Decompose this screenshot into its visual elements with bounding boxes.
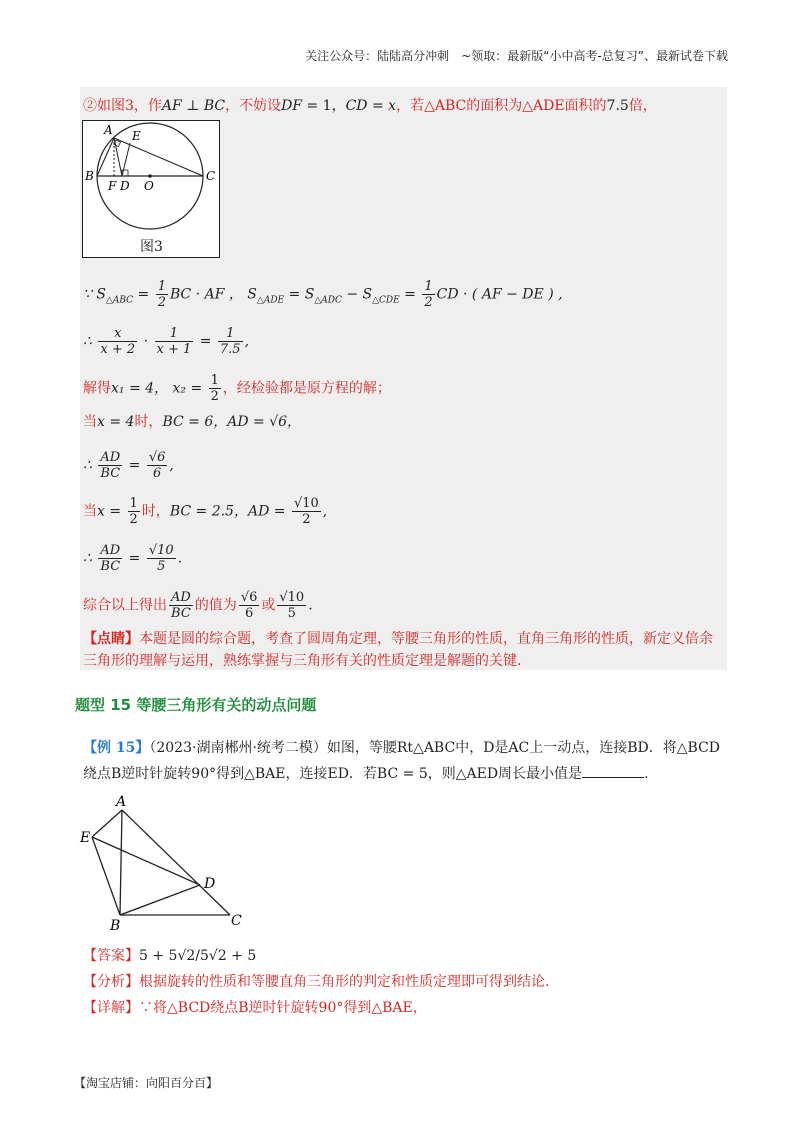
case1-line: 当x = 4时，BC = 6，AD = √6， <box>83 414 302 430</box>
case1-ratio-line: ∴ $\frac{AD}{BC}$ = $\frac{√6}{6}$ , <box>83 450 174 481</box>
comment-line-1: 【点睛】本题是圆的综合题，考查了圆周角定理，等腰三角形的性质，直角三角形的性质，新定义倍余 <box>83 631 713 647</box>
answer-blank <box>582 763 644 778</box>
label-e: E <box>132 129 141 143</box>
section-heading: 题型 15 等腰三角形有关的动点问题 <box>75 696 317 714</box>
example-15-triangle-diagram <box>78 792 258 934</box>
segment-eb <box>92 837 120 915</box>
label-a: A <box>104 123 113 137</box>
page-header: 关注公众号：陆陆高分冲刺 ~领取：最新版“小中高考-总复习”、最新试卷下载 <box>305 49 728 63</box>
label-f: F <box>108 179 117 193</box>
solve-line: 解得x₁ = 4， x₂ = $\frac{1}{2}$ ，经检验都是原方程的解； <box>83 373 391 404</box>
segment-ed <box>92 837 200 885</box>
analysis-line: 【分析】根据旋转的性质和等腰直角三角形的判定和性质定理即可得到结论. <box>83 974 550 990</box>
label-a: A <box>116 794 127 810</box>
label-d: D <box>120 179 130 193</box>
page-footer: 【淘宝店铺：向阳百分百】 <box>74 1076 219 1090</box>
label-c: C <box>206 169 216 183</box>
segment-bd <box>120 885 200 915</box>
comment-line-2: 三角形的理解与运用，熟练掌握与三角形有关的性质定理是解题的关键. <box>83 653 522 669</box>
figure-3-caption: 图3 <box>140 239 163 255</box>
segment-ac <box>122 810 230 915</box>
case2-ratio-line: ∴ $\frac{AD}{BC}$ = $\frac{√10}{5}$ . <box>83 543 183 574</box>
detail-line: 【详解】∵将△BCD绕点B逆时针旋转90°得到△BAE， <box>83 1000 427 1016</box>
label-e: E <box>80 830 91 846</box>
solution-intro-line: ②如图3，作AF ⊥ BC，不妨设DF = 1，CD = x，若△ABC的面积为△ADE面积的7.5倍， <box>83 98 657 114</box>
example-line-2: 绕点B逆时针旋转90°得到△BAE，连接ED．若BC = 5，则△AED周长最小值是 . <box>83 763 649 785</box>
label-b: B <box>110 918 121 934</box>
answer-line: 【答案】5 + 5√2/5√2 + 5 <box>83 948 257 964</box>
ratio-equation-line: ∴ $\frac{x}{x + 2}$ · $\frac{1}{x + 1}$ = $\frac{1}{7.5}$ , <box>83 326 250 357</box>
label-d: D <box>204 876 216 892</box>
segment-ea <box>92 810 122 837</box>
case2-line: 当x = $\frac{1}{2}$ 时，BC = 2.5，AD = $\frac{√10}{2}$ , <box>83 496 328 527</box>
example-line-1: 【例 15】（2023·湖南郴州·统考二模）如图，等腰Rt△ABC中，D是AC上一动点，连接BD．将△BCD <box>83 740 721 756</box>
label-o: O <box>144 179 154 193</box>
segment-ab <box>120 810 122 915</box>
area-equation-line: ∵ $S_{\triangle ABC}$ = $\frac{1}{2}$ BC · AF ， $S_{\triangle ADE} = S_{\triangle ADC} - S_{\triangle CDE}$ = $\frac{1}{2}$ CD · ( AF − DE ) , <box>83 279 563 310</box>
label-b: B <box>85 169 94 183</box>
label-c: C <box>231 913 242 929</box>
summary-line: 综合以上得出 $\frac{AD}{BC}$ 的值为 $\frac{√6}{6}$ 或 $\frac{√10}{5}$ . <box>83 590 313 621</box>
